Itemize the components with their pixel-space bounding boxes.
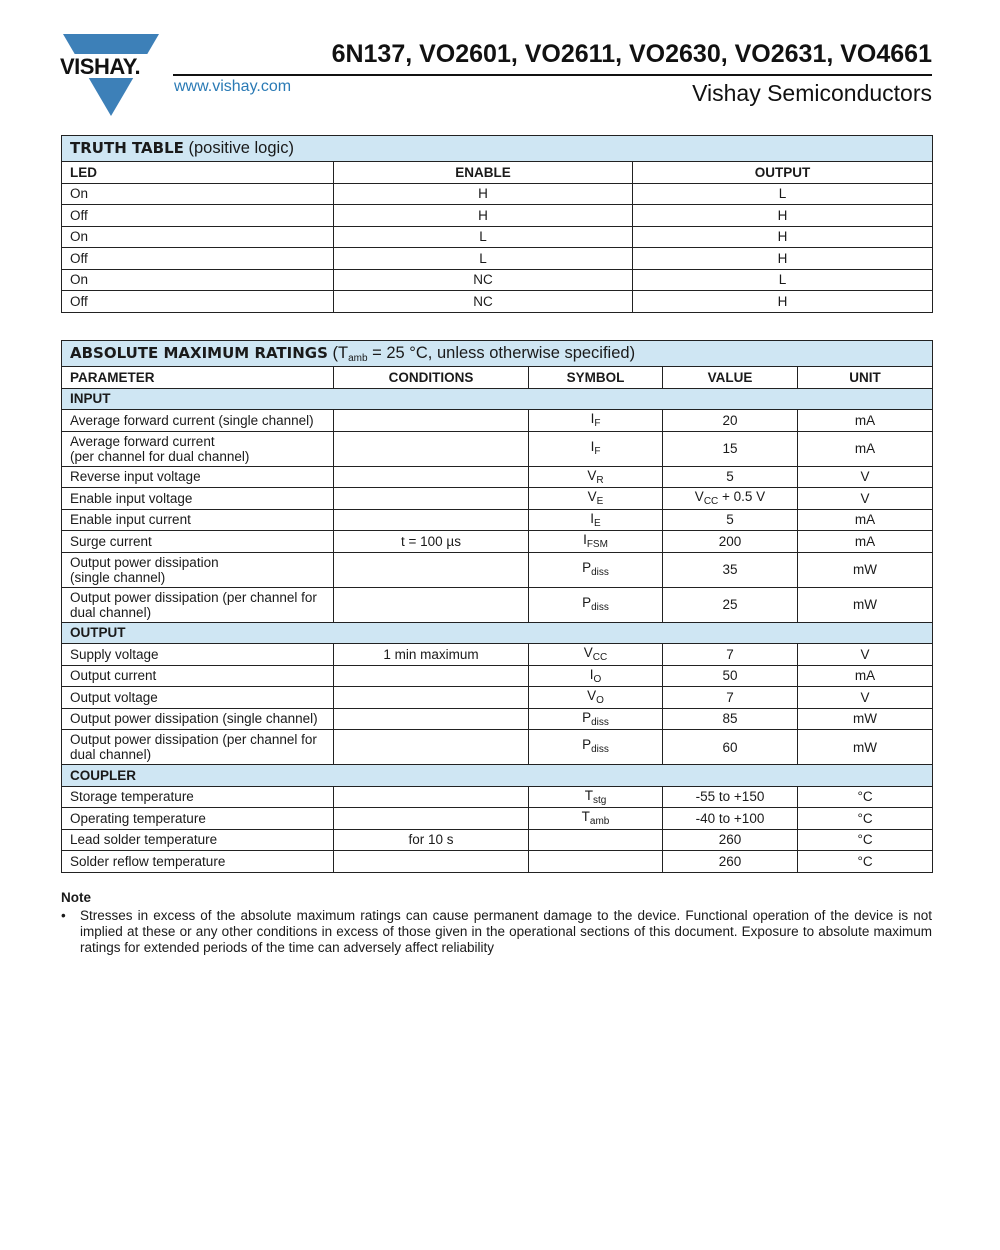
table-cell: L xyxy=(633,269,933,291)
table-row xyxy=(62,205,933,227)
parameter-cell: Output power dissipation (per channel for dual channel) xyxy=(62,730,334,765)
symbol-cell: $I_O$ xyxy=(529,665,663,687)
section-label: COUPLER xyxy=(62,765,933,787)
table-row xyxy=(62,488,933,510)
unit-cell: mA xyxy=(798,410,933,432)
value-cell: 7 xyxy=(663,644,798,666)
value-cell: 260 xyxy=(663,829,798,851)
parameter-cell: Solder reflow temperature xyxy=(62,851,334,873)
table-cell: On xyxy=(62,269,334,291)
unit-cell: °C xyxy=(798,829,933,851)
conditions-cell xyxy=(334,410,529,432)
conditions-cell xyxy=(334,687,529,709)
note-heading: Note xyxy=(61,890,91,905)
conditions-cell xyxy=(334,665,529,687)
value-cell: 260 xyxy=(663,851,798,873)
table-row xyxy=(62,808,933,830)
table-cell: L xyxy=(334,248,633,270)
table-row xyxy=(62,644,933,666)
unit-cell: V xyxy=(798,466,933,488)
section-row-output xyxy=(62,622,933,644)
value-cell: 5 xyxy=(663,509,798,531)
conditions-cell xyxy=(334,808,529,830)
col-value: VALUE xyxy=(663,367,798,389)
website-link[interactable]: www.vishay.com xyxy=(174,78,292,95)
col-led: LED xyxy=(62,162,334,184)
conditions-cell xyxy=(334,488,529,510)
note-text: Stresses in excess of the absolute maximum ratings can cause permanent damage to the device. Functional operation of the device is not implied at these or any other conditions in excess of those given in the operational sections of this document. Exposure to absolute maximum ratings for extended periods of the time can adversely affect reliability xyxy=(80,908,932,955)
table-cell: On xyxy=(62,183,334,205)
table-cell: H xyxy=(334,183,633,205)
conditions-cell xyxy=(334,431,529,466)
conditions-cell xyxy=(334,466,529,488)
value-cell: 50 xyxy=(663,665,798,687)
symbol-cell: $I_E$ xyxy=(529,509,663,531)
table-cell: Off xyxy=(62,291,334,313)
parameter-cell: Output power dissipation (single channel) xyxy=(62,708,334,730)
table-cell: Off xyxy=(62,205,334,227)
symbol-cell: $I_F$ xyxy=(529,410,663,432)
conditions-cell xyxy=(334,552,529,587)
table-cell: H xyxy=(633,205,933,227)
table-row xyxy=(62,410,933,432)
logo-wordmark: VISHAY. xyxy=(60,54,141,79)
value-cell: 200 xyxy=(663,531,798,553)
symbol-cell xyxy=(529,851,663,873)
col-symbol: SYMBOL xyxy=(529,367,663,389)
parameter-cell: Output power dissipation (single channel) xyxy=(62,552,334,587)
unit-cell: mW xyxy=(798,730,933,765)
value-cell: 85 xyxy=(663,708,798,730)
symbol-cell: $V_E$ xyxy=(529,488,663,510)
symbol-cell: $P_{diss}$ xyxy=(529,552,663,587)
section-row-input xyxy=(62,388,933,410)
table-cell: H xyxy=(334,205,633,227)
parameter-cell: Operating temperature xyxy=(62,808,334,830)
company-name: Vishay Semiconductors xyxy=(692,80,932,106)
unit-cell: mA xyxy=(798,531,933,553)
unit-cell: °C xyxy=(798,786,933,808)
table-row xyxy=(62,730,933,765)
parameter-cell: Output current xyxy=(62,665,334,687)
vishay-logo xyxy=(60,32,162,118)
unit-cell: mW xyxy=(798,587,933,622)
symbol-cell xyxy=(529,829,663,851)
value-cell: 20 xyxy=(663,410,798,432)
truth-table-title: TRUTH TABLE xyxy=(70,139,184,157)
truth-table-caption xyxy=(62,136,933,162)
parameter-cell: Average forward current (per channel for dual channel) xyxy=(62,431,334,466)
table-row xyxy=(62,466,933,488)
table-cell: H xyxy=(633,248,933,270)
parameter-cell: Lead solder temperature xyxy=(62,829,334,851)
section-row-coupler xyxy=(62,765,933,787)
symbol-cell: $T_{amb}$ xyxy=(529,808,663,830)
value-cell: 15 xyxy=(663,431,798,466)
parameter-cell: Output power dissipation (per channel for dual channel) xyxy=(62,587,334,622)
unit-cell: V xyxy=(798,644,933,666)
table-row xyxy=(62,248,933,270)
ratings-table xyxy=(61,340,933,873)
col-parameter: PARAMETER xyxy=(62,367,334,389)
value-cell: 35 xyxy=(663,552,798,587)
parameter-cell: Average forward current (single channel) xyxy=(62,410,334,432)
note-item xyxy=(61,908,932,956)
value-cell: -40 to +100 xyxy=(663,808,798,830)
note-bullet: • xyxy=(61,908,66,923)
table-cell: NC xyxy=(334,269,633,291)
table-cell: L xyxy=(334,226,633,248)
symbol-cell: $T_{stg}$ xyxy=(529,786,663,808)
parameter-cell: Storage temperature xyxy=(62,786,334,808)
unit-cell: V xyxy=(798,687,933,709)
section-label: INPUT xyxy=(62,388,933,410)
parameter-cell: Enable input current xyxy=(62,509,334,531)
table-row xyxy=(62,708,933,730)
table-row xyxy=(62,665,933,687)
value-cell: 60 xyxy=(663,730,798,765)
ratings-caption xyxy=(62,341,933,367)
parameter-cell: Surge current xyxy=(62,531,334,553)
symbol-cell: $V_R$ xyxy=(529,466,663,488)
conditions-cell xyxy=(334,786,529,808)
truth-table-header xyxy=(62,162,933,184)
conditions-cell: for 10 s xyxy=(334,829,529,851)
table-row xyxy=(62,291,933,313)
table-row xyxy=(62,431,933,466)
unit-cell: mA xyxy=(798,509,933,531)
table-cell: H xyxy=(633,226,933,248)
parameter-cell: Enable input voltage xyxy=(62,488,334,510)
conditions-cell xyxy=(334,730,529,765)
table-row xyxy=(62,687,933,709)
unit-cell: °C xyxy=(798,808,933,830)
truth-table-subtitle: (positive logic) xyxy=(188,139,294,157)
table-row xyxy=(62,786,933,808)
value-cell: 7 xyxy=(663,687,798,709)
unit-cell: °C xyxy=(798,851,933,873)
table-row xyxy=(62,269,933,291)
table-cell: H xyxy=(633,291,933,313)
table-cell: Off xyxy=(62,248,334,270)
truth-table xyxy=(61,135,933,313)
table-row xyxy=(62,552,933,587)
symbol-cell: $P_{diss}$ xyxy=(529,730,663,765)
conditions-cell xyxy=(334,851,529,873)
table-cell: L xyxy=(633,183,933,205)
section-label: OUTPUT xyxy=(62,622,933,644)
symbol-cell: $I_F$ xyxy=(529,431,663,466)
col-conditions: CONDITIONS xyxy=(334,367,529,389)
parameter-cell: Reverse input voltage xyxy=(62,466,334,488)
table-cell: NC xyxy=(334,291,633,313)
symbol-cell: $V_O$ xyxy=(529,687,663,709)
table-row xyxy=(62,509,933,531)
unit-cell: mW xyxy=(798,708,933,730)
unit-cell: mW xyxy=(798,552,933,587)
document-title: 6N137, VO2601, VO2611, VO2630, VO2631, VO4661 xyxy=(331,40,932,68)
table-cell: On xyxy=(62,226,334,248)
conditions-cell: 1 min maximum xyxy=(334,644,529,666)
value-cell: -55 to +150 xyxy=(663,786,798,808)
unit-cell: mA xyxy=(798,665,933,687)
value-cell: 25 xyxy=(663,587,798,622)
conditions-cell xyxy=(334,587,529,622)
symbol-cell: $V_{CC}$ xyxy=(529,644,663,666)
col-enable: ENABLE xyxy=(334,162,633,184)
value-cell: 5 xyxy=(663,466,798,488)
col-output: OUTPUT xyxy=(633,162,933,184)
col-unit: UNIT xyxy=(798,367,933,389)
table-row xyxy=(62,531,933,553)
parameter-cell: Output voltage xyxy=(62,687,334,709)
conditions-cell: t = 100 µs xyxy=(334,531,529,553)
ratings-title: ABSOLUTE MAXIMUM RATINGS xyxy=(70,343,328,362)
table-row xyxy=(62,587,933,622)
table-row xyxy=(62,226,933,248)
symbol-cell: $P_{diss}$ xyxy=(529,587,663,622)
ratings-condition: ($T_{amb} = 25$ °C, unless otherwise specified) xyxy=(332,343,636,364)
symbol-cell: $P_{diss}$ xyxy=(529,708,663,730)
unit-cell: V xyxy=(798,488,933,510)
unit-cell: mA xyxy=(798,431,933,466)
value-cell: $V_{CC} + 0.5$ V xyxy=(663,488,798,510)
table-row xyxy=(62,829,933,851)
symbol-cell: $I_{FSM}$ xyxy=(529,531,663,553)
ratings-header xyxy=(62,367,933,389)
conditions-cell xyxy=(334,509,529,531)
conditions-cell xyxy=(334,708,529,730)
parameter-cell: Supply voltage xyxy=(62,644,334,666)
header-rule xyxy=(173,74,932,76)
table-row xyxy=(62,851,933,873)
table-row xyxy=(62,183,933,205)
